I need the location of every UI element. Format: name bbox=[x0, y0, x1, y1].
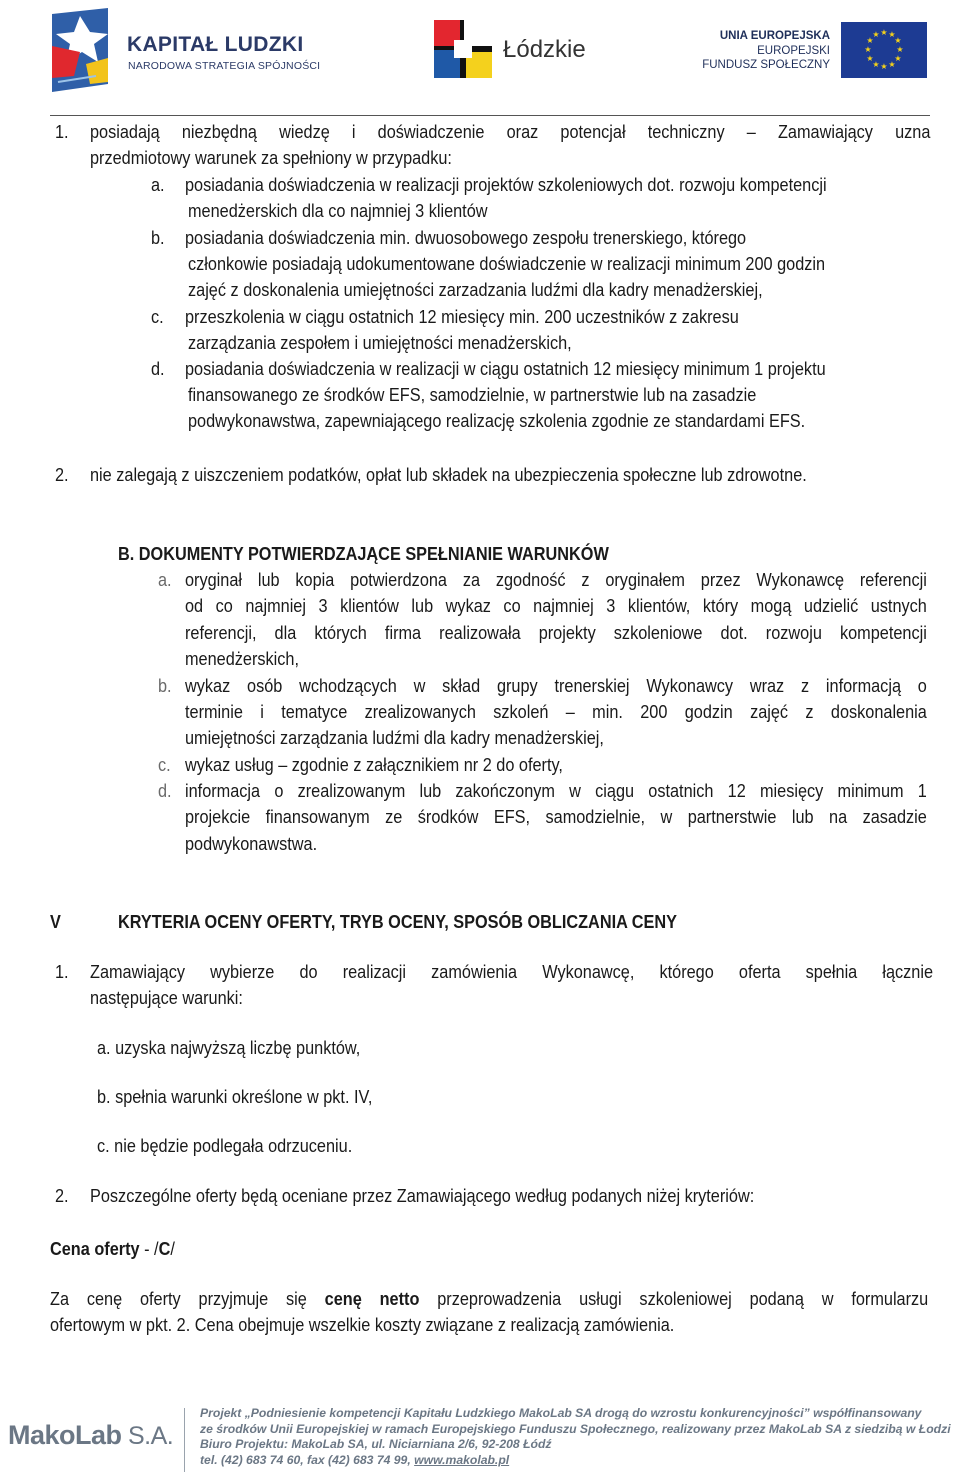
s2-text: nie zalegają z uiszczeniem podatków, opłat lub składek na ubezpieczenia społeczne lub zdrowotne. bbox=[90, 464, 807, 485]
b-item-a-line-4: menedżerskich, bbox=[185, 648, 300, 669]
eu-line-european: EUROPEJSKI bbox=[757, 44, 830, 57]
v-sub-c: c. nie będzie podlegała odrzuceniu. bbox=[97, 1135, 353, 1156]
b-item-d-line-1: informacja o zrealizowanym lub zakończonym w ciągu ostatnich 12 miesięcy minimum 1 bbox=[185, 780, 927, 801]
section-b-heading: B. DOKUMENTY POTWIERDZAJĄCE SPEŁNIANIE WARUNKÓW bbox=[118, 543, 609, 564]
cena-label-line bbox=[50, 1236, 175, 1262]
footer-line-4 bbox=[200, 1453, 960, 1469]
svg-text:★: ★ bbox=[888, 60, 896, 69]
b-item-d-line-2: projekcie finansowanym ze środków EFS, samodzielnie, w partnerstwie lub na zasadzie bbox=[185, 806, 927, 827]
svg-text:★: ★ bbox=[866, 36, 874, 45]
b-item-a-line-1: oryginał lub kopia potwierdzona za zgodność z oryginałem przez Wykonawcę referencji bbox=[185, 569, 927, 590]
b-item-d-letter: d. bbox=[158, 780, 172, 801]
footer-website-link[interactable]: www.makolab.pl bbox=[414, 1452, 510, 1467]
list-number-1: 1. bbox=[55, 121, 69, 142]
svg-text:★: ★ bbox=[894, 54, 902, 63]
v-number-2: 2. bbox=[55, 1185, 69, 1206]
cena-label: Cena oferty bbox=[50, 1238, 140, 1259]
s1-item-b-line-1: posiadania doświadczenia min. dwuosobowego zespołu trenerskiego, którego bbox=[185, 227, 747, 248]
svg-text:★: ★ bbox=[880, 62, 888, 71]
b-item-a-line-2: od co najmniej 3 klientów lub wykaz co najmniej 3 klientów, który mogą udzielić ustnych bbox=[185, 595, 927, 616]
header-divider bbox=[50, 115, 930, 116]
footer-line-3: Biuro Projektu: MakoLab SA, ul. Niciarniana 2/6, 92-208 Łódź bbox=[200, 1437, 552, 1452]
last-paragraph-line-2: ofertowym w pkt. 2. Cena obejmuje wszelkie koszty związane z realizacją zamówienia. bbox=[50, 1314, 675, 1335]
lodzkie-logo-icon bbox=[434, 20, 492, 78]
svg-text:★: ★ bbox=[888, 30, 896, 39]
last-pre: Za cenę oferty przyjmuje się bbox=[50, 1288, 325, 1309]
makolab-logo-text: MakoLab bbox=[8, 1420, 122, 1450]
b-item-b-letter: b. bbox=[158, 675, 172, 696]
cena-symbol: C bbox=[158, 1238, 171, 1259]
eu-text-block bbox=[702, 29, 830, 73]
kapital-ludzki-subtitle: NARODOWA STRATEGIA SPÓJNOŚCI bbox=[128, 60, 321, 72]
s1-item-d-line-3: podwykonawstwa, zapewniającego realizację szkolenia zgodnie ze standardami EFS. bbox=[188, 410, 806, 431]
s1-item-a-letter: a. bbox=[151, 174, 165, 195]
b-item-b-line-3: umiejętności zarządzania ludźmi dla kadry menadżerskiej, bbox=[185, 727, 604, 748]
page-header bbox=[0, 0, 960, 100]
s1-item-b-line-2: członkowie posiadają udokumentowane doświadczenie w realizacji minimum 200 godzin bbox=[188, 253, 826, 274]
last-paragraph-line-1 bbox=[50, 1286, 928, 1312]
eu-line-fund: FUNDUSZ SPOŁECZNY bbox=[702, 59, 830, 71]
s1-item-b-line-3: zajęć z doskonalenia umiejętności zarzadzania ludźmi dla kadry menadżerskiej, bbox=[188, 279, 763, 300]
s1-item-d-line-2: finansowanego ze środków EFS, samodzielnie, w partnerstwie lub na zasadzie bbox=[188, 384, 757, 405]
b-item-a-letter: a. bbox=[158, 569, 172, 590]
svg-text:★: ★ bbox=[894, 36, 902, 45]
s1-item-c-letter: c. bbox=[151, 306, 164, 327]
s1-item-b-letter: b. bbox=[151, 227, 165, 248]
svg-text:★: ★ bbox=[896, 45, 904, 54]
section-v-numeral: V bbox=[50, 911, 61, 932]
svg-text:★: ★ bbox=[880, 28, 888, 37]
svg-text:★: ★ bbox=[872, 60, 880, 69]
s1-item-c-line-2: zarządzania zespołem i umiejętności menadżerskich, bbox=[188, 332, 572, 353]
b-item-c-letter: c. bbox=[158, 754, 171, 775]
b-item-b-line-2: terminie i tematyce zrealizowanych szkoleń – min. 200 godzin zajęć z doskonalenia bbox=[185, 701, 927, 722]
v-p2-text: Poszczególne oferty będą oceniane przez Zamawiającego według podanych niżej kryteriów: bbox=[90, 1185, 755, 1206]
v-number-1: 1. bbox=[55, 961, 69, 982]
footer-text bbox=[200, 1406, 960, 1468]
s1-item-a-line-2: menedżerskich dla co najmniej 3 klientów bbox=[188, 200, 488, 221]
v-p1-line-2: następujące warunki: bbox=[90, 987, 243, 1008]
makolab-logo-sa: S.A. bbox=[121, 1422, 174, 1450]
b-item-a-line-3: referencji, dla których firma realizowała projekty szkoleniowe dot. rozwoju kompetencji bbox=[185, 622, 927, 643]
b-item-b-line-1: wykaz osób wchodzących w skład grupy trenerskiej Wykonawcy wraz z informacją o bbox=[185, 675, 927, 696]
last-post: przeprowadzenia usługi szkoleniowej podaną w formularzu bbox=[419, 1288, 929, 1309]
kapital-ludzki-logo-icon bbox=[50, 6, 108, 92]
cena-separator: - / bbox=[139, 1238, 159, 1259]
v-sub-b: b. spełnia warunki określone w pkt. IV, bbox=[97, 1086, 373, 1107]
b-item-c-line-1: wykaz usług – zgodnie z załącznikiem nr 2 do oferty, bbox=[185, 754, 563, 775]
eu-line-union: UNIA EUROPEJSKA bbox=[719, 30, 830, 42]
s1-line-1: posiadają niezbędną wiedzę i doświadczenie oraz potencjał techniczny – Zamawiający uzna bbox=[90, 121, 931, 142]
b-item-d-line-3: podwykonawstwa. bbox=[185, 833, 318, 854]
svg-text:★: ★ bbox=[864, 45, 872, 54]
s1-item-d-letter: d. bbox=[151, 358, 165, 379]
s1-line-2: przedmiotowy warunek za spełniony w przypadku: bbox=[90, 147, 452, 168]
kapital-ludzki-title: KAPITAŁ LUDZKI bbox=[127, 33, 304, 56]
s1-item-c-line-1: przeszkolenia w ciągu ostatnich 12 miesięcy min. 200 uczestników z zakresu bbox=[185, 306, 739, 327]
footer-line-1: Projekt „Podniesienie kompetencji Kapitału Ludzkiego MakoLab SA drogą do wzrostu konkurencyjności” współfinansowany bbox=[200, 1406, 922, 1420]
cena-end: / bbox=[170, 1238, 175, 1259]
v-sub-a: a. uzyska najwyższą liczbę punktów, bbox=[97, 1037, 361, 1058]
svg-text:★: ★ bbox=[866, 54, 874, 63]
footer-separator bbox=[184, 1408, 185, 1472]
eu-flag-icon bbox=[841, 22, 927, 78]
footer-line-2: ze środków Unii Europejskiej w ramach Europejskiego Funduszu Społecznego, realizowany przez MakoLab SA z siedzibą w Łodzi bbox=[200, 1421, 951, 1436]
last-bold: cenę netto bbox=[324, 1288, 420, 1309]
footer-contact: tel. (42) 683 74 60, fax (42) 683 74 99, bbox=[200, 1452, 415, 1467]
makolab-logo bbox=[8, 1420, 173, 1451]
svg-text:★: ★ bbox=[872, 30, 880, 39]
s1-item-a-line-1: posiadania doświadczenia w realizacji projektów szkoleniowych dot. rozwoju kompetencji bbox=[185, 174, 827, 195]
section-v-heading: KRYTERIA OCENY OFERTY, TRYB OCENY, SPOSÓB OBLICZANIA CENY bbox=[118, 911, 678, 932]
v-p1-line-1: Zamawiający wybierze do realizacji zamówienia Wykonawcę, którego oferta spełnia łącznie bbox=[90, 961, 934, 982]
lodzkie-label: Łódzkie bbox=[503, 36, 586, 63]
list-number-2: 2. bbox=[55, 464, 69, 485]
s1-item-d-line-1: posiadania doświadczenia w realizacji w ciągu ostatnich 12 miesięcy minimum 1 projektu bbox=[185, 358, 826, 379]
